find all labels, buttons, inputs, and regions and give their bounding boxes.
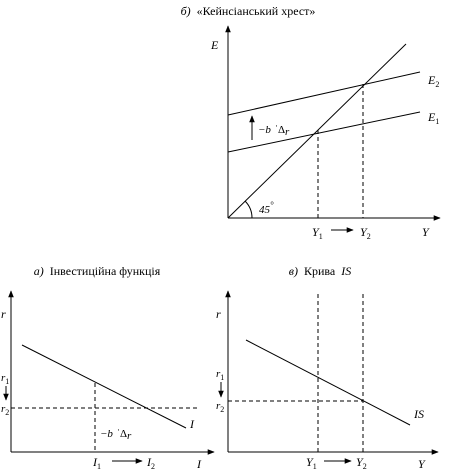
x-axis-label-left: I (197, 457, 201, 471)
panel-investment-function (1, 264, 214, 471)
title-prefix: б) (180, 4, 191, 18)
title-is-curve: в) Крива IS (288, 264, 352, 278)
label-shift-i: −b ·Δr (100, 425, 132, 442)
title-text: «Кейнсіанський хрест» (196, 4, 316, 18)
panel-is-curve (216, 264, 438, 471)
x-axis-label-right: Y (418, 457, 425, 471)
line-e1 (228, 112, 420, 152)
label-e1: $E_1$ (428, 110, 440, 126)
tick-label-y2-right: $Y_2$ (356, 455, 367, 471)
label-45-angle: 45° (259, 200, 274, 216)
panel-keynesian-cross (181, 4, 440, 241)
is-line (246, 340, 410, 425)
tick-label-y2: $Y_2$ (360, 225, 371, 241)
y-axis-label-right: r (216, 307, 221, 321)
line-e2 (228, 72, 420, 115)
tick-label-y1-right: $Y_1$ (306, 455, 317, 471)
tick-label-r2-left: $r_2$ (1, 403, 10, 417)
angle-arc (245, 201, 252, 218)
label-investment-curve: I (190, 417, 194, 431)
investment-line (22, 345, 186, 428)
y-axis-label-left: r (1, 307, 6, 321)
tick-label-r1-left: $r_1$ (1, 372, 10, 386)
tick-label-y1: $Y_1$ (312, 225, 323, 241)
label-is-curve: IS (414, 407, 424, 421)
tick-label-r2-right: $r_2$ (216, 400, 225, 414)
title-investment-function: а) Інвестиційна функція (33, 264, 161, 278)
label-shift-e: −b ·Δr (258, 121, 290, 138)
x-axis-label: Y (422, 225, 429, 239)
label-e2: $E_2$ (428, 73, 440, 89)
line-45-degree (228, 44, 406, 218)
title-keynesian-cross (181, 4, 316, 18)
tick-label-i1: $I_1$ (93, 455, 101, 471)
y-axis-label: E (211, 38, 219, 52)
tick-label-r1-right: $r_1$ (216, 368, 225, 382)
tick-label-i2: $I_2$ (147, 455, 155, 471)
